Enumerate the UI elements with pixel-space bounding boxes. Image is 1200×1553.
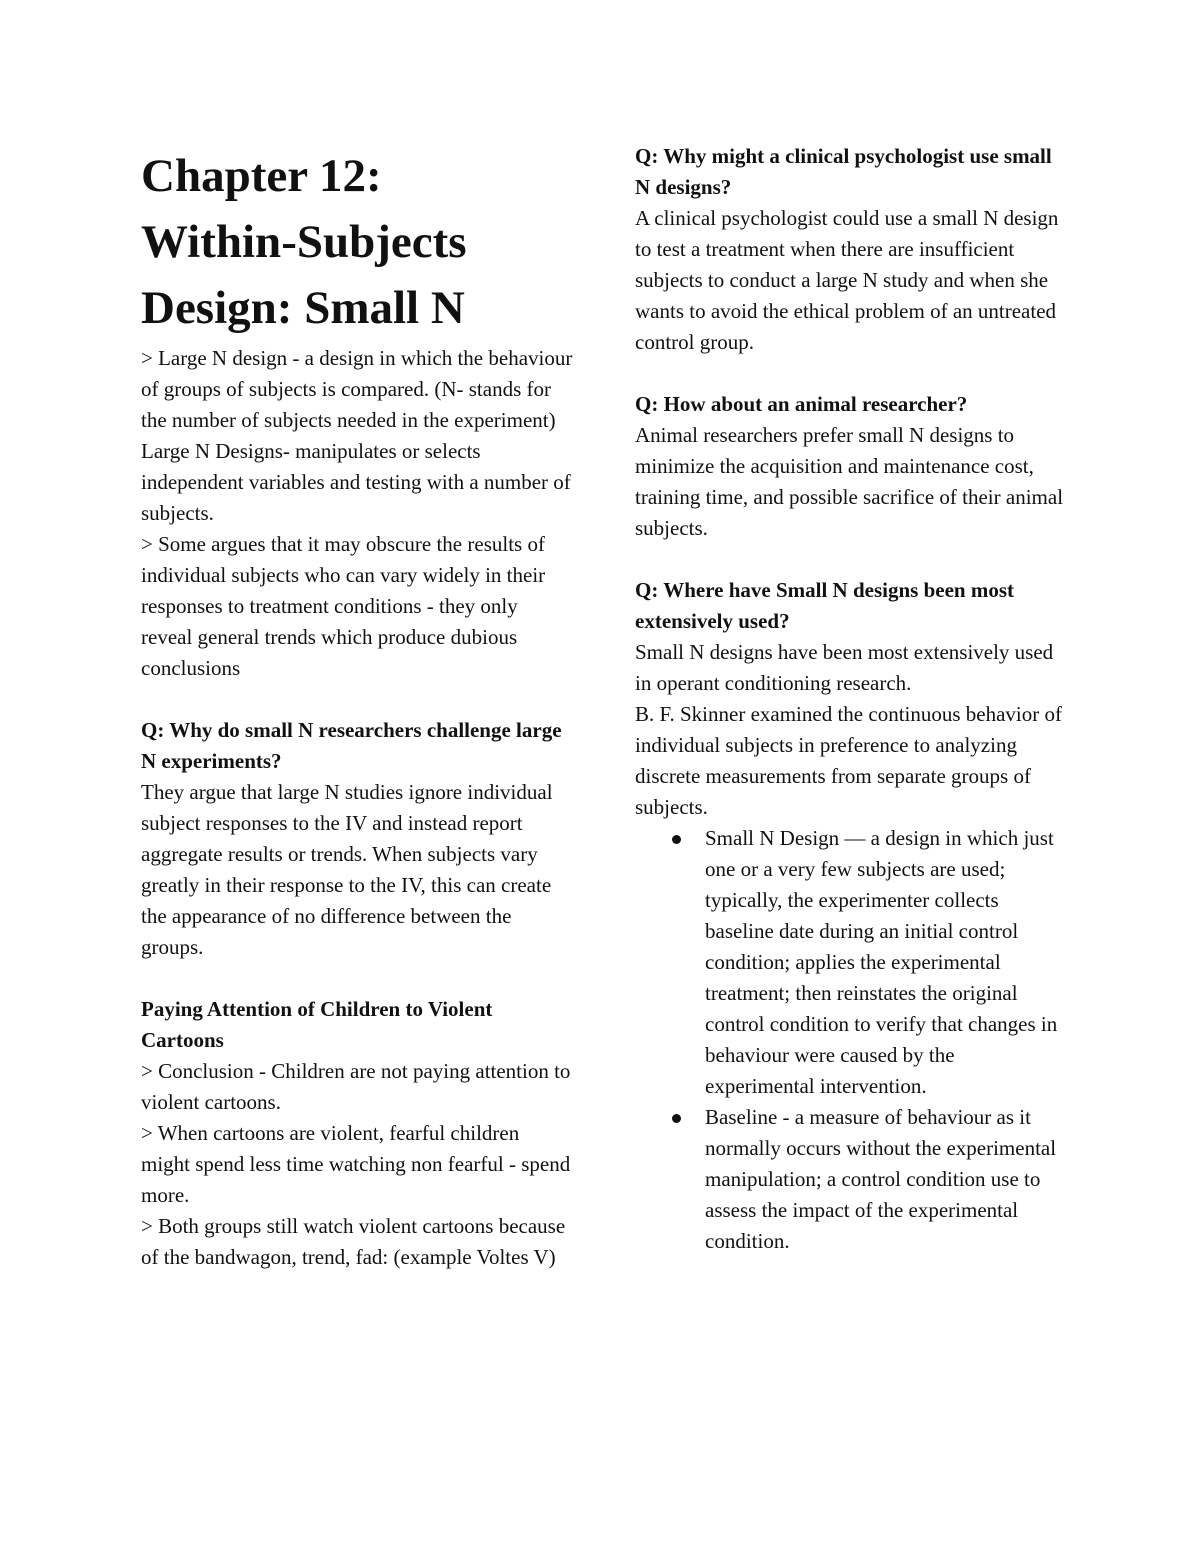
definition-small-n-design: Small N Design — a design in which just one or a very few subjects are used; typically, the experimenter collects baseline date during an initial control condition; applies the experimental treatment; then reinstates the original control condition to verify that changes in behaviour were caused by the experimental intervention. xyxy=(705,826,1058,1098)
intro-large-n-definition: > Large N design - a design in which the behaviour of groups of subjects is compared. (N- stands for the number of subjects needed in the experiment) Large N Designs- manipulates or selects independent variables and testing with a number of subjects. xyxy=(141,346,573,525)
left-column xyxy=(141,143,573,1273)
section-heading-violent-cartoons: Paying Attention of Children to Violent Cartoons xyxy=(141,997,493,1052)
intro-criticism: > Some argues that it may obscure the results of individual subjects who can vary widely in their responses to treatment conditions - they only reveal general trends which produce dubious conclusions xyxy=(141,532,546,680)
question-clinical-psychologist: Q: Why might a clinical psychologist use small N designs? xyxy=(635,144,1052,199)
question-animal-researcher: Q: How about an animal researcher? xyxy=(635,392,968,416)
list-item xyxy=(705,1102,1065,1257)
answer-skinner: B. F. Skinner examined the continuous behavior of individual subjects in preference to analyzing discrete measurements from separate groups of subjects. xyxy=(635,702,1062,819)
answer-animal-researcher: Animal researchers prefer small N designs to minimize the acquisition and maintenance cost, training time, and possible sacrifice of their animal subjects. xyxy=(635,423,1064,540)
list-item xyxy=(705,823,1065,1102)
answer-small-n-challenge: They argue that large N studies ignore individual subject responses to the IV and instead report aggregate results or trends. When subjects vary greatly in their response to the IV, this can create the appearance of no difference between the groups. xyxy=(141,780,553,959)
title-line-1: Chapter 12: xyxy=(141,150,382,202)
cartoons-conclusion: > Conclusion - Children are not paying attention to violent cartoons. xyxy=(141,1059,571,1114)
answer-operant-conditioning: Small N designs have been most extensively used in operant conditioning research. xyxy=(635,640,1054,695)
definition-baseline: Baseline - a measure of behaviour as it normally occurs without the experimental manipulation; a control condition use to assess the impact of the experimental condition. xyxy=(705,1105,1057,1253)
question-where-used: Q: Where have Small N designs been most extensively used? xyxy=(635,578,1014,633)
question-small-n-challenge: Q: Why do small N researchers challenge large N experiments? xyxy=(141,718,562,773)
spacer xyxy=(635,358,1065,389)
page-title xyxy=(141,143,573,341)
bullet-icon xyxy=(672,835,681,844)
cartoons-both-groups: > Both groups still watch violent cartoons because of the bandwagon, trend, fad: (example Voltes V) xyxy=(141,1214,566,1269)
right-column xyxy=(635,141,1065,1257)
spacer xyxy=(141,684,573,715)
definitions-list xyxy=(635,823,1065,1257)
cartoons-fearful-children: > When cartoons are violent, fearful children might spend less time watching non fearful - spend more. xyxy=(141,1121,571,1207)
spacer xyxy=(635,544,1065,575)
title-line-3: Design: Small N xyxy=(141,282,465,334)
spacer xyxy=(141,963,573,994)
bullet-icon xyxy=(672,1114,681,1123)
answer-clinical-psychologist: A clinical psychologist could use a small N design to test a treatment when there are insufficient subjects to conduct a large N study and when she wants to avoid the ethical problem of an untreated control group. xyxy=(635,206,1059,354)
title-line-2: Within-Subjects xyxy=(141,216,467,268)
